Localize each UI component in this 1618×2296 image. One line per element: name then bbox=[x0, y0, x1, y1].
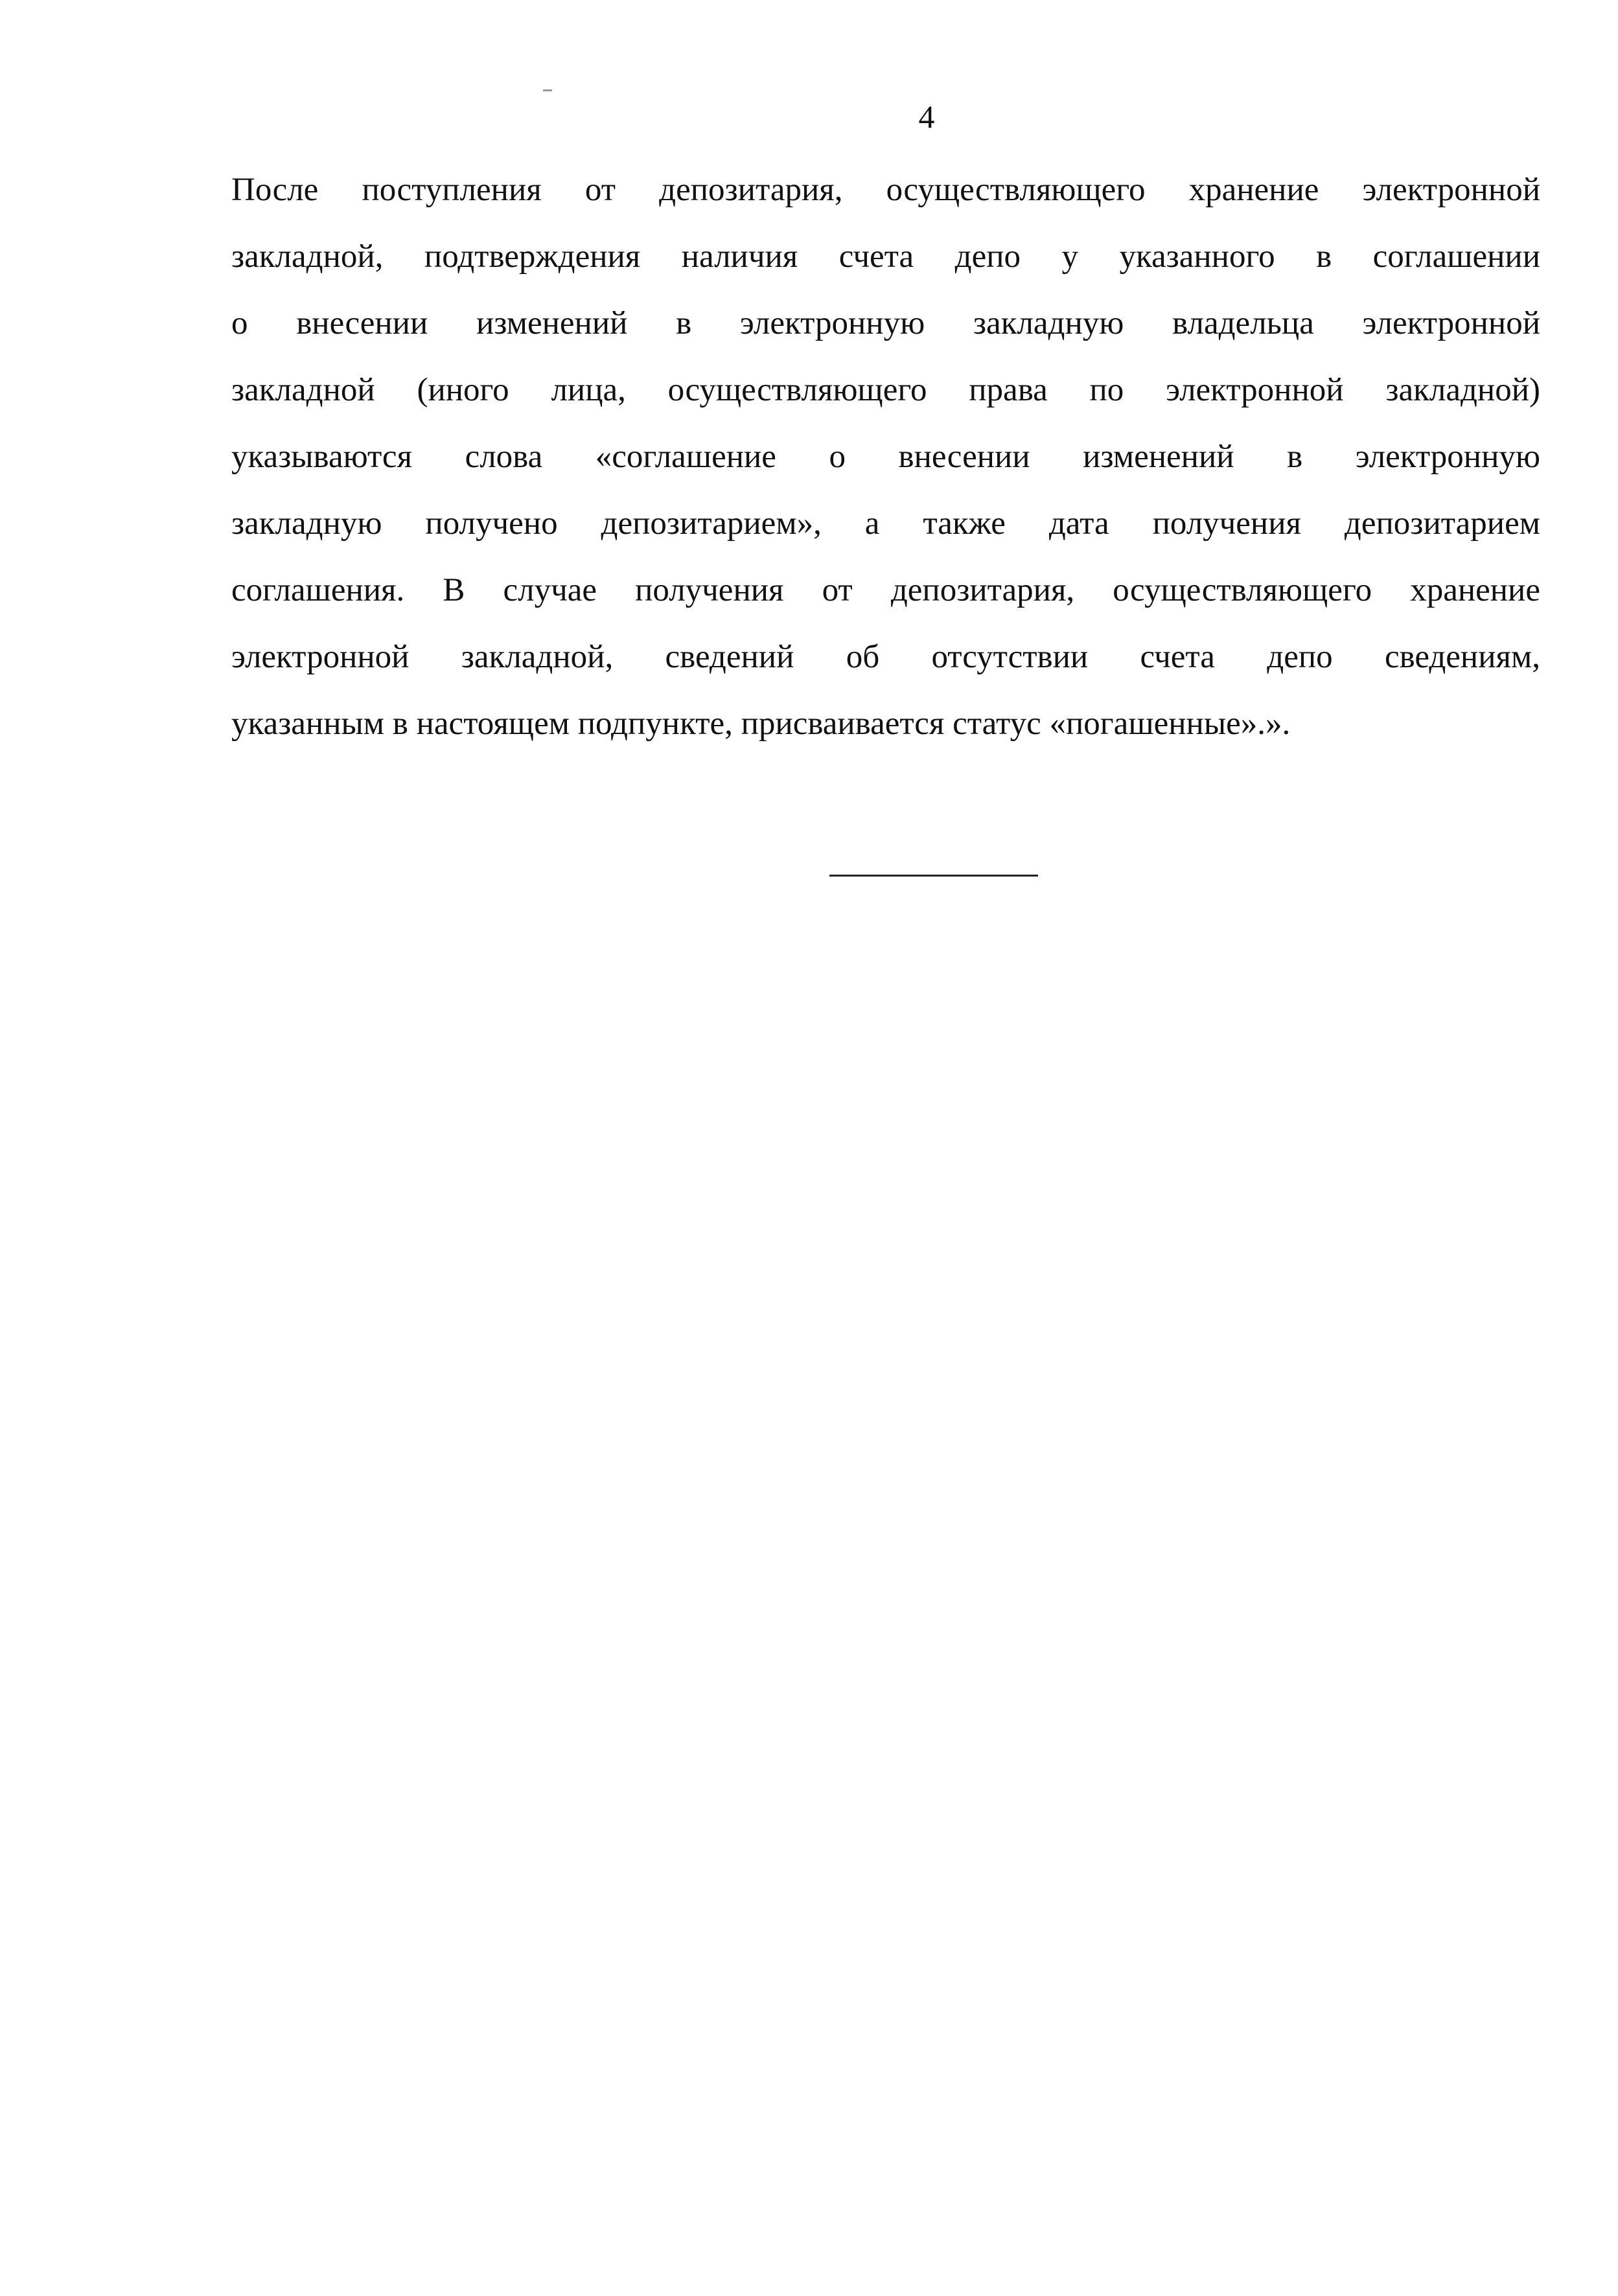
paragraph-line: о внесении изменений в электронную закладную владельца электронной bbox=[231, 305, 1540, 341]
paragraph-line: закладной, подтверждения наличия счета депо у указанного в соглашении bbox=[231, 238, 1540, 275]
scan-artifact bbox=[543, 89, 552, 91]
paragraph-line: закладной (иного лица, осуществляющего права по электронной закладной) bbox=[231, 372, 1540, 408]
paragraph-line: указываются слова «соглашение о внесении изменений в электронную bbox=[231, 439, 1540, 475]
page-number: 4 bbox=[918, 98, 935, 135]
paragraph bbox=[231, 161, 1540, 761]
paragraph-line: После поступления от депозитария, осуществляющего хранение электронной bbox=[231, 172, 1540, 208]
end-of-text-rule bbox=[829, 875, 1038, 877]
paragraph-line: указанным в настоящем подпункте, присваивается статус «погашенные».». bbox=[231, 706, 1291, 742]
paragraph-line: соглашения. В случае получения от депозитария, осуществляющего хранение bbox=[231, 572, 1540, 608]
paragraph-line: закладную получено депозитарием», а также дата получения депозитарием bbox=[231, 505, 1540, 542]
paragraph-line: электронной закладной, сведений об отсутствии счета депо сведениям, bbox=[231, 639, 1540, 675]
